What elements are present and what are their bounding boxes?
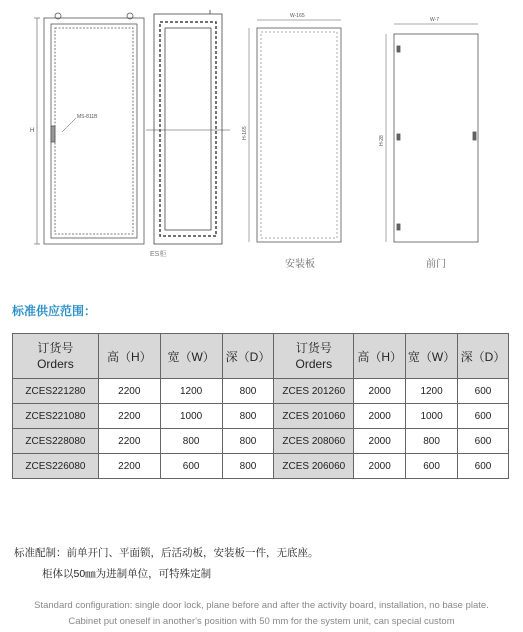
section-title: 标准供应范围： — [12, 304, 97, 318]
height-header: 高（H） — [354, 334, 406, 379]
mounting-plate-caption: 安装板 — [285, 259, 315, 270]
order-header: 订货号 Orders — [13, 334, 99, 379]
depth-value: 600 — [458, 379, 509, 404]
depth-value: 600 — [458, 429, 509, 454]
width-header: 宽（W） — [160, 334, 222, 379]
depth-value: 600 — [458, 404, 509, 429]
english-line-1: Standard configuration: single door lock, plane before and after the activity board, installation, no base plate. — [34, 600, 489, 611]
spec-table — [12, 333, 509, 479]
width-value: 1200 — [406, 379, 458, 404]
es-cabinet-caption: ES柜 — [150, 251, 167, 258]
depth-value: 800 — [222, 404, 274, 429]
table-row — [13, 454, 509, 479]
depth-header: 深（D） — [458, 334, 509, 379]
order-code: ZCES 201260 — [274, 379, 354, 404]
height-value: 2200 — [98, 454, 160, 479]
note-line-2: 柜体以50㎜为进制单位，可特殊定制 — [42, 568, 212, 580]
width-value: 600 — [160, 454, 222, 479]
plate-height-label: H-165 — [242, 126, 248, 140]
table-header-row — [13, 334, 509, 379]
door-width-label: W-7 — [430, 17, 440, 23]
order-code: ZCES 206060 — [274, 454, 354, 479]
es-height-label: H — [30, 128, 35, 134]
height-value: 2200 — [98, 379, 160, 404]
width-value: 1000 — [406, 404, 458, 429]
english-line-2: Cabinet put oneself in another's position with 50 mm for the system unit, can special custom — [68, 616, 455, 627]
depth-value: 600 — [458, 454, 509, 479]
width-value: 800 — [406, 429, 458, 454]
order-code: ZCES228080 — [13, 429, 99, 454]
height-value: 2000 — [354, 429, 406, 454]
mounting-plate-drawing — [249, 20, 341, 242]
es-cabinet-front-drawing — [34, 13, 144, 244]
note-line-1: 标准配制：前单开门、平面锁，后活动板，安装板一件，无底座。 — [14, 547, 319, 559]
table-row — [13, 379, 509, 404]
configuration-notes — [14, 543, 319, 585]
order-code: ZCES 201060 — [274, 404, 354, 429]
width-header: 宽（W） — [406, 334, 458, 379]
plate-width-label: W-165 — [290, 13, 305, 19]
width-value: 1200 — [160, 379, 222, 404]
order-header: 订货号 Orders — [274, 334, 354, 379]
es-lock-label: MS-811B — [77, 114, 98, 120]
door-height-label: H-28 — [379, 135, 385, 146]
height-value: 2000 — [354, 379, 406, 404]
order-code: ZCES226080 — [13, 454, 99, 479]
height-value: 2200 — [98, 404, 160, 429]
height-value: 2200 — [98, 429, 160, 454]
width-value: 800 — [160, 429, 222, 454]
es-cabinet-frame-drawing — [146, 10, 230, 244]
order-code: ZCES221280 — [13, 379, 99, 404]
depth-header: 深（D） — [222, 334, 274, 379]
front-door-caption: 前门 — [426, 259, 446, 270]
depth-value: 800 — [222, 379, 274, 404]
table-row — [13, 404, 509, 429]
width-value: 600 — [406, 454, 458, 479]
height-value: 2000 — [354, 454, 406, 479]
table-row — [13, 429, 509, 454]
order-code: ZCES 208060 — [274, 429, 354, 454]
depth-value: 800 — [222, 454, 274, 479]
height-header: 高（H） — [98, 334, 160, 379]
front-door-drawing — [386, 24, 478, 242]
technical-drawings — [0, 0, 523, 270]
order-code: ZCES221080 — [13, 404, 99, 429]
width-value: 1000 — [160, 404, 222, 429]
depth-value: 800 — [222, 429, 274, 454]
height-value: 2000 — [354, 404, 406, 429]
